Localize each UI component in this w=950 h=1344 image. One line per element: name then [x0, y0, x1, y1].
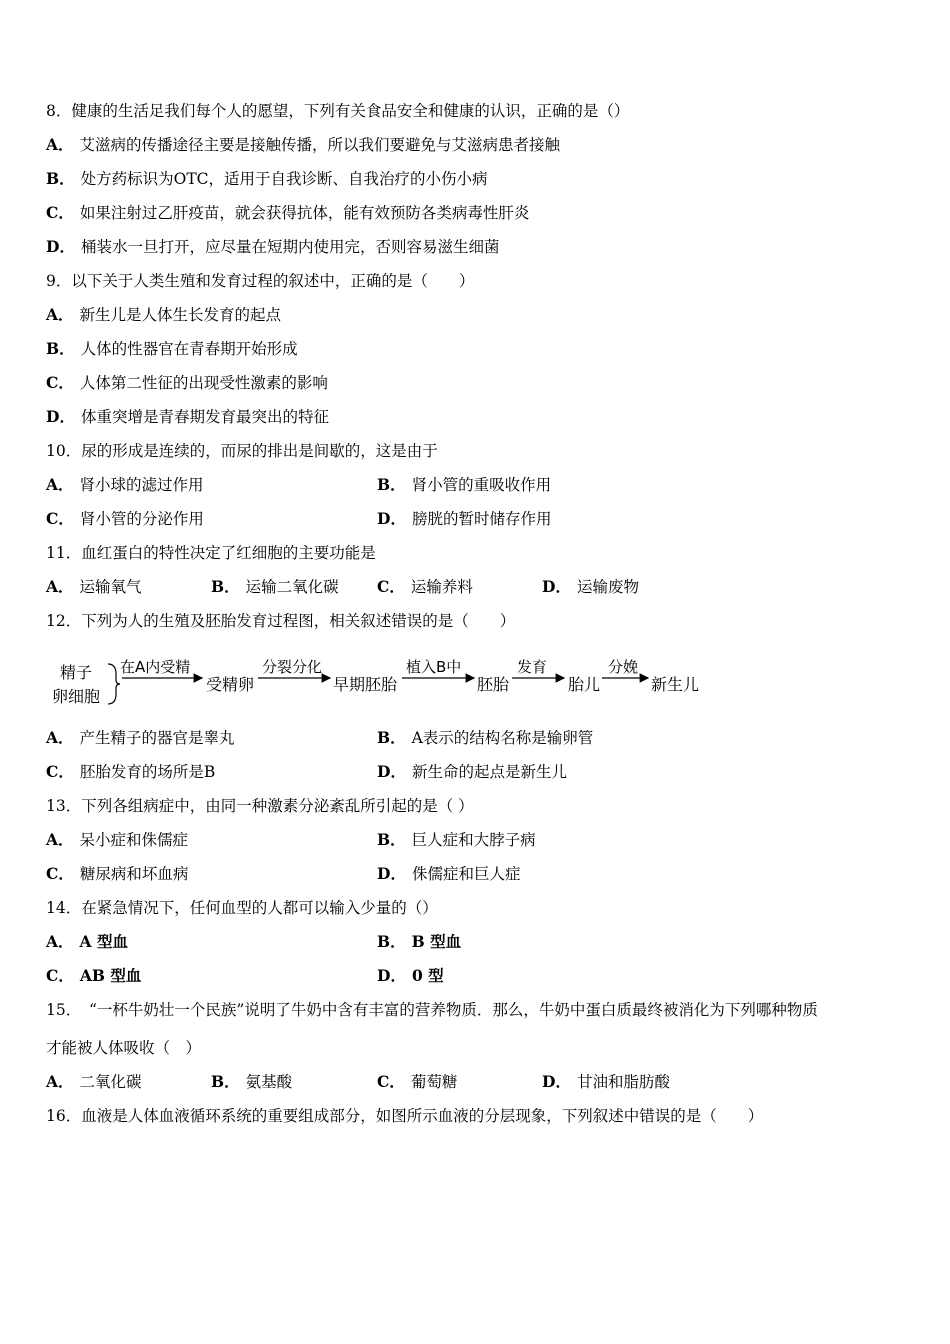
- question-9-option-a[interactable]: A． 新生儿是人体生长发育的起点: [46, 305, 282, 324]
- question-14-option-c[interactable]: C． AB 型血: [46, 966, 142, 985]
- question-13-option-d[interactable]: D． 侏儒症和巨人症: [377, 864, 521, 883]
- question-13-option-b[interactable]: B． 巨人症和大脖子病: [377, 830, 536, 849]
- question-10-option-c[interactable]: C． 肾小管的分泌作用: [46, 509, 204, 528]
- question-9-stem: 9．以下关于人类生殖和发育过程的叙述中，正确的是（ ）: [46, 272, 475, 290]
- reproduction-flow-diagram: [50, 654, 730, 714]
- question-9-option-d[interactable]: D． 体重突增是青春期发育最突出的特征: [46, 407, 329, 426]
- question-15-option-c[interactable]: C． 葡萄糖: [377, 1072, 458, 1091]
- question-8-option-a[interactable]: A． 艾滋病的传播途径主要是接触传播，所以我们要避免与艾滋病患者接触: [46, 135, 561, 154]
- question-9-option-c[interactable]: C． 人体第二性征的出现受性激素的影响: [46, 373, 328, 392]
- question-9-option-b[interactable]: B． 人体的性器官在青春期开始形成: [46, 339, 298, 358]
- question-12-option-a[interactable]: A． 产生精子的器官是睾丸: [46, 728, 235, 747]
- egg-label: 卵细胞: [52, 687, 101, 706]
- fertilized-egg-label: 受精卵: [206, 675, 255, 694]
- question-15-stem-line-2: 才能被人体吸收（ ）: [46, 1039, 202, 1057]
- question-8-stem: 8．健康的生活足我们每个人的愿望，下列有关食品安全和健康的认识，正确的是（）: [46, 102, 630, 120]
- question-11-option-b[interactable]: B． 运输二氧化碳: [211, 577, 339, 596]
- question-15-option-d[interactable]: D． 甘油和脂肪酸: [542, 1072, 670, 1091]
- question-15-stem-line-1: 15． “一杯牛奶壮一个民族”说明了牛奶中含有丰富的营养物质．那么，牛奶中蛋白质最终被消化为下列哪种物质: [46, 1001, 818, 1019]
- sperm-label: 精子: [60, 663, 93, 682]
- question-10-option-b[interactable]: B． 肾小管的重吸收作用: [377, 475, 552, 494]
- question-10-option-a[interactable]: A． 肾小球的滤过作用: [46, 475, 204, 494]
- question-12-option-d[interactable]: D． 新生命的起点是新生儿: [377, 762, 567, 781]
- question-13-option-c[interactable]: C． 糖尿病和坏血病: [46, 864, 189, 883]
- question-16-stem: 16．血液是人体血液循环系统的重要组成部分，如图所示血液的分层现象，下列叙述中错误的是（ ）: [46, 1107, 764, 1125]
- question-10-option-d[interactable]: D． 膀胱的暂时储存作用: [377, 509, 552, 528]
- step-fertilize-label: 在A内受精: [120, 658, 191, 676]
- question-13-option-a[interactable]: A． 呆小症和侏儒症: [46, 830, 189, 849]
- step-divide-label: 分裂分化: [262, 658, 323, 676]
- embryo-label: 胚胎: [477, 675, 510, 694]
- brace-shape: [108, 664, 120, 704]
- question-12-option-c[interactable]: C． 胚胎发育的场所是B: [46, 762, 216, 781]
- question-12-stem: 12．下列为人的生殖及胚胎发育过程图，相关叙述错误的是（ ）: [46, 612, 516, 630]
- fetus-label: 胎儿: [568, 675, 601, 694]
- question-13-stem: 13．下列各组病症中，由同一种激素分泌紊乱所引起的是（ ）: [46, 797, 474, 815]
- question-14-option-d[interactable]: D． 0 型: [377, 966, 444, 985]
- question-8-option-d[interactable]: D． 桶装水一旦打开，应尽量在短期内使用完，否则容易滋生细菌: [46, 237, 500, 256]
- step-implant-label: 植入B中: [406, 658, 462, 676]
- question-15-option-b[interactable]: B． 氨基酸: [211, 1072, 293, 1091]
- question-14-option-a[interactable]: A． A 型血: [46, 932, 128, 951]
- question-14-option-b[interactable]: B． B 型血: [377, 932, 462, 951]
- question-12-option-b[interactable]: B． A表示的结构名称是输卵管: [377, 728, 594, 747]
- step-birth-label: 分娩: [608, 658, 639, 676]
- question-8-option-c[interactable]: C． 如果注射过乙肝疫苗，就会获得抗体，能有效预防各类病毒性肝炎: [46, 203, 530, 222]
- newborn-label: 新生儿: [651, 675, 700, 694]
- question-10-stem: 10．尿的形成是连续的，而尿的排出是间歇的，这是由于: [46, 442, 438, 460]
- question-8-option-b[interactable]: B． 处方药标识为OTC，适用于自我诊断、自我治疗的小伤小病: [46, 169, 488, 188]
- step-develop-label: 发育: [517, 658, 548, 676]
- question-11-option-c[interactable]: C． 运输养料: [377, 577, 473, 596]
- question-11-stem: 11．血红蛋白的特性决定了红细胞的主要功能是: [46, 544, 376, 562]
- question-15-option-a[interactable]: A． 二氧化碳: [46, 1072, 142, 1091]
- question-14-stem: 14．在紧急情况下，任何血型的人都可以输入少量的（）: [46, 899, 438, 917]
- question-11-option-a[interactable]: A． 运输氧气: [46, 577, 142, 596]
- early-embryo-label: 早期胚胎: [333, 675, 398, 694]
- question-11-option-d[interactable]: D． 运输废物: [542, 577, 639, 596]
